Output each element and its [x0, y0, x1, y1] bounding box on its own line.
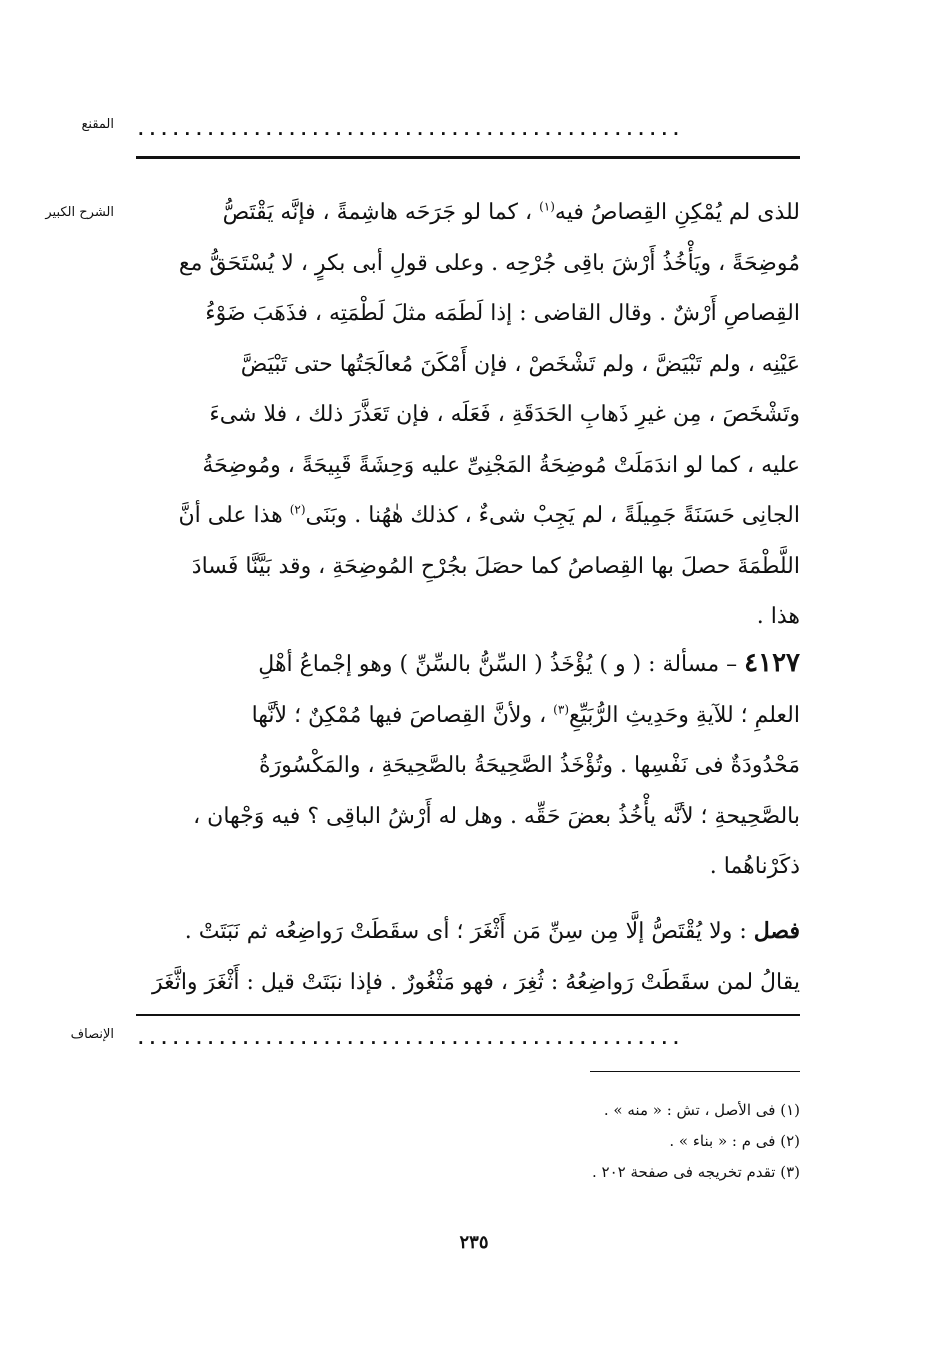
footnote-marker-2: (٢) [289, 502, 306, 517]
text-line: يقالُ لمن سقَطَتْ رَواضِعُهُ : ثُغِرَ ، فهو مَثْغُورٌ . فإذا نبَتَتْ قيل : أَثْغَرَ واثَّغَرَ [151, 969, 800, 995]
masala-number: ٤١٢٧ [744, 648, 800, 678]
paragraph-main-1 [136, 188, 800, 643]
page-number: ٢٣٥ [459, 1232, 489, 1253]
text-line: اللَّطْمَةَ حصلَ بها القِصاصُ كما حصَلَ بجُرْحِ المُوضِحَةِ ، وقد بَيَّنَّا فَسادَ [191, 553, 800, 579]
text-line: للذى لم يُمْكِنِ القِصاصُ فيه$^{(١)}$ ، كما لو جَرَحَه هاشِمةً ، فإنَّه يَقْتَصُّ [222, 199, 800, 225]
text-line: الجانِى حَسَنَةً جَمِيلَةً ، لم يَجِبْ شىءٌ ، كذلك هٰهُنا . وبَنَى$^{(٢)}$ هذا على أنَّ [178, 502, 800, 528]
text-line: مَحْدُودَةٌ فى نَفْسِها . وتُؤْخَذُ الصَّحِيحَةُ بالصَّحِيحَةِ ، والمَكْسُورَةُ [259, 753, 800, 778]
text-line: عَيْنِه ، ولم تَبْيَضَّ ، ولم تَشْخَصْ ، فإن أَمْكَنَ مُعالَجَتُها حتى تَبْيَضَّ [240, 351, 800, 377]
footnote-separator [590, 1071, 800, 1072]
footnote-marker-3: (٣) [553, 702, 569, 717]
text-line: القِصاصِ أَرْشٌ . وقال القاضى : إذا لَطَمَه مثلَ لَطْمَتِه ، فذَهَبَ ضَوْءُ [205, 301, 800, 326]
footnote-marker-1: (١) [539, 199, 555, 214]
footnote-3: (٣) تقدم تخريجه فى صفحة ٢٠٢ . [591, 1163, 800, 1181]
footnotes [450, 1095, 800, 1188]
text-line: عليه ، كما لو اندَمَلَتْ مُوضِحَةُ المَجْنِىِّ عليه وَحِشَةً قَبِيحَةً ، ومُوضِحَةُ [202, 452, 800, 478]
insaf-divider-rule [136, 1014, 800, 1016]
sidebar-label-sharh-kabir: الشرح الكبير [45, 205, 114, 220]
text-line: مُوضِحَةً ، ويَأْخُذُ أَرْشَ باقِى جُرْحِه . وعلى قولِ أبى بكرٍ ، لا يُسْتَحَقُّ مع [178, 250, 800, 276]
source-label-muqni: المقنع [81, 117, 114, 132]
text-line: وتَشْخَصَ ، مِن غيرِ ذَهابِ الحَدَقَةِ ، فَعَلَه ، فإن تَعَذَّرَ ذلك ، فلا شىءَ [209, 402, 800, 427]
insaf-dotted-rule: ............................................... [136, 1031, 683, 1047]
header-thick-rule [136, 156, 800, 159]
header-dotted-rule: ............................................... [136, 122, 683, 138]
text-line: ذكَرْناهُما . [709, 854, 800, 879]
paragraph-fasl [136, 906, 800, 1008]
text-line: العلمِ ؛ للآيةِ وحَدِيثِ الرُّبَيِّعِ$^{(٣)}$ ، ولأنَّ القِصاصَ فيها مُمْكِنٌ ؛ لأنَّها [251, 702, 800, 728]
footnote-2: (٢) فى م : « بناء » . [669, 1132, 800, 1150]
text-line: بالصَّحِيحةِ ؛ لأنَّه يأْخُذُ بعضَ حَقِّه . وهل له أَرْشُ الباقِى ؟ فيه وَجْهان ، [193, 803, 800, 829]
paragraph-masala [136, 638, 800, 893]
footnote-1: (١) فى الأصل ، تش : « منه » . [603, 1101, 800, 1119]
fasl-heading: فصل [753, 918, 800, 944]
text-line: ٤١٢٧ – مسألة : ( و ) يُؤْخَذُ ( السِّنُّ بالسِّنِّ ) وهو إجْماعُ أهْلِ [258, 648, 800, 678]
text-line: فصل : ولا يُقْتَصُّ إلَّا مِن سِنِّ مَن أَثْغَرَ ؛ أى سقَطَتْ رَواضِعُه ثم نَبَتَتْ . [184, 918, 800, 944]
sidebar-label-insaf: الإنصاف [70, 1027, 114, 1042]
text-line: هذا . [756, 604, 800, 629]
